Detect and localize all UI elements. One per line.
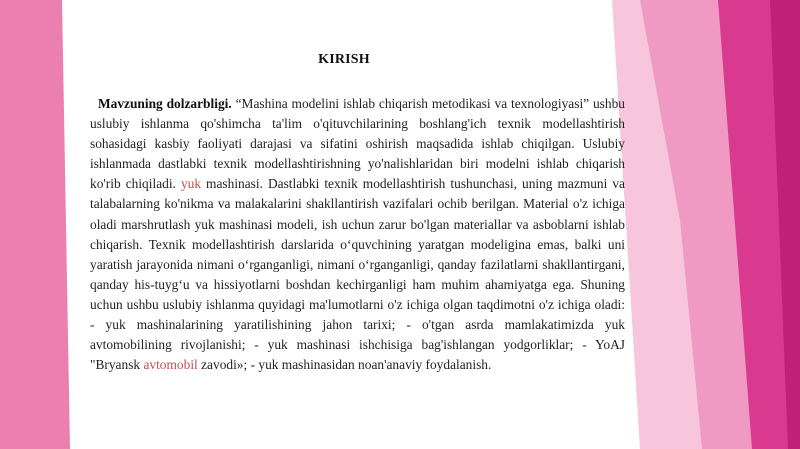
slide-body-paragraph	[90, 94, 625, 375]
lead-heading: Mavzuning dolzarbligi.	[98, 96, 232, 111]
slide-title: KIRISH	[318, 52, 370, 67]
paragraph-part-1: “Mashina modelini ishlab chiqarish metodikasi va texnologiyasi” ushbu uslubiy ishlanma qo'shimcha ta'lim o'qituvchilarining boshlang'ich texnik modellashtirish sohasidagi kasbiy faoliyati darajasi va sifatini oshirish maqsadida ishlab chiqilgan. Uslubiy ishlanmada dastlabki texnik modellashtirishning yo'nalishlaridan biri modelni ishlab chiqarish ko'rib chiqiladi.	[90, 96, 625, 192]
highlighted-word-yuk: yuk	[180, 176, 202, 192]
highlighted-word-avtomobil: avtomobil	[143, 357, 198, 373]
paragraph-part-2: mashinasi. Dastlabki texnik modellashtirish tushunchasi, uning mazmuni va talabalarning ko'nikma va malakalarini shakllantirish vazifalari ochib berilgan. Material o'z ichiga oladi marshrutlash yuk mashinasi modeli, ish uchun zarur bo'lgan materiallar va asboblarni ishlab chiqarish. Texnik modellashtirish darslarida o‘quvchining yaratgan modeligina emas, balki uni yaratish jarayonida nimani o‘rganganligi, nimani o‘rganganligi, qanday fazilatlarni shakllantirgani, qanday his-tuyg‘u va hissiyotlarni boshdan kechirganligi ham muhim ahamiyatga ega. Shuning uchun ushbu uslubiy ishlanma quyidagi ma'lumotlarni o'z ichiga olgan taqdimotni o'z ichiga oladi: - yuk mashinalarining yaratilishining jahon tarixi; - o'tgan asrda mamlakatimizda yuk avtomobilining rivojlanishi; - yuk mashinasi ishchisiga bag'ishlangan yodgorliklar; - YoAJ "Bryansk	[90, 176, 626, 373]
paragraph-part-3: zavodi»; - yuk mashinasidan noan'anaviy foydalanish.	[197, 357, 492, 373]
